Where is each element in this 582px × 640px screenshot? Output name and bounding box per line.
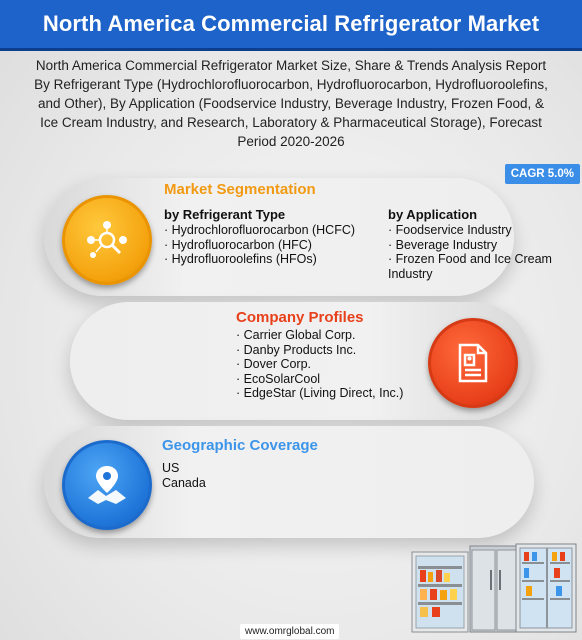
list-item: US bbox=[162, 461, 180, 475]
list-item: · Beverage Industry bbox=[388, 238, 570, 253]
refrigerant-heading: by Refrigerant Type bbox=[164, 207, 286, 222]
list-item: · Carrier Global Corp. bbox=[236, 328, 436, 343]
list-item: · Hydrofluoroolefins (HFOs) bbox=[164, 252, 384, 267]
list-item: · Hydrofluorocarbon (HFC) bbox=[164, 238, 384, 253]
list-item: · EdgeStar (Living Direct, Inc.) bbox=[236, 386, 436, 401]
list-item: Canada bbox=[162, 476, 206, 490]
segmentation-circle bbox=[62, 195, 152, 285]
cagr-badge: CAGR 5.0% bbox=[505, 164, 580, 184]
profiles-circle bbox=[428, 318, 518, 408]
list-item: · EcoSolarCool bbox=[236, 372, 436, 387]
application-list bbox=[388, 223, 570, 281]
network-people-icon bbox=[82, 215, 132, 265]
report-description: North America Commercial Refrigerator Market Size, Share & Trends Analysis Report By Refrigerant Type (Hydrochlorofluorocarbon, Hydrofluorocarbon, Hydrofluoroolefins, and Other), By Application (Foodservice Industry, Beverage Industry, Frozen Food, & Ice Cream Industry, and Research, Laboratory & Pharmaceutical Storage), Forecast Period 2020-2026 bbox=[34, 58, 548, 149]
company-list bbox=[236, 328, 436, 401]
page-title: North America Commercial Refrigerator Market bbox=[42, 11, 540, 36]
document-profile-icon bbox=[450, 340, 496, 386]
segmentation-title: Market Segmentation bbox=[164, 181, 316, 198]
application-heading: by Application bbox=[388, 207, 478, 222]
region-list bbox=[162, 461, 206, 491]
profiles-title: Company Profiles bbox=[236, 309, 364, 326]
website-url[interactable]: www.omrglobal.com bbox=[240, 624, 339, 639]
refrigerator-illustration bbox=[410, 540, 580, 636]
list-item: · Dover Corp. bbox=[236, 357, 436, 372]
list-item: · Hydrochlorofluorocarbon (HCFC) bbox=[164, 223, 384, 238]
refrigerant-list bbox=[164, 223, 384, 267]
geography-circle bbox=[62, 440, 152, 530]
list-item: · Foodservice Industry bbox=[388, 223, 570, 238]
list-item: · Danby Products Inc. bbox=[236, 343, 436, 358]
title-banner bbox=[0, 0, 582, 51]
list-item: · Frozen Food and Ice Cream Industry bbox=[388, 252, 570, 281]
map-pin-icon bbox=[82, 460, 132, 510]
geography-title: Geographic Coverage bbox=[162, 437, 318, 454]
